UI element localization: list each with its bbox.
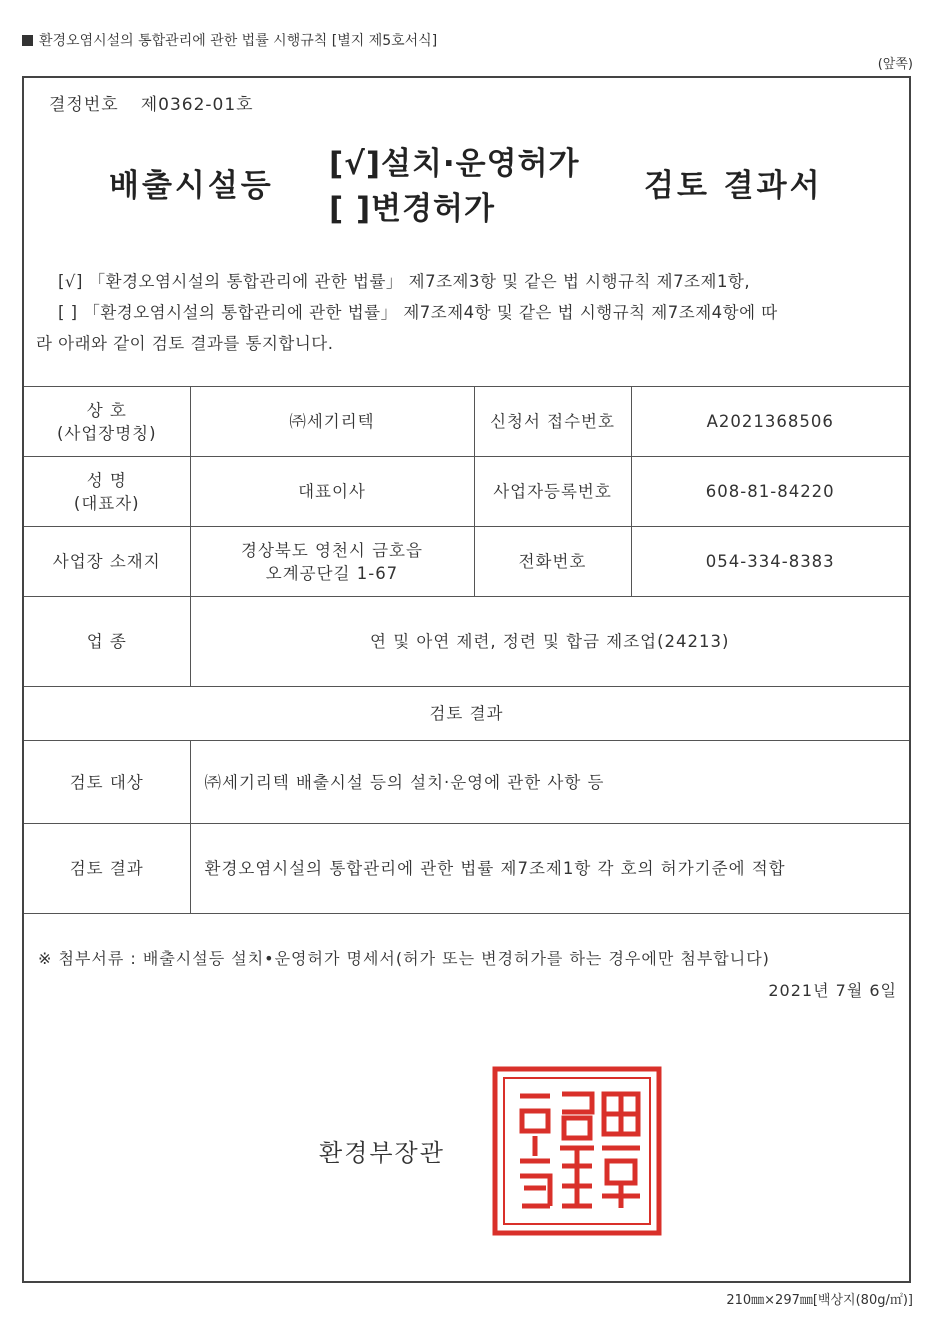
table-row — [24, 741, 909, 824]
label-line: 상 호 — [86, 400, 127, 420]
info-table — [24, 386, 909, 914]
business-name-label — [24, 387, 190, 457]
attachment-note: ※ 첨부서류 : 배출시설등 설치•운영허가 명세서(허가 또는 변경허가를 하는 경우에만 첨부합니다) — [38, 949, 770, 968]
seal-glyph-strokes — [520, 1094, 640, 1208]
receipt-no-value: A2021368506 — [631, 387, 909, 457]
table-row — [24, 387, 909, 457]
business-name-value: ㈜세기리텍 — [190, 387, 474, 457]
phone-label: 전화번호 — [474, 527, 631, 597]
page-side-label: (앞쪽) — [877, 57, 913, 72]
decision-value: 제0362-01호 — [140, 95, 254, 115]
table-row — [24, 824, 909, 914]
law-reference-text: 환경오염시설의 통합관리에 관한 법률 시행규칙 [별지 제5호서식] — [39, 33, 438, 49]
address-line: 경상북도 영천시 금호읍 — [241, 540, 423, 560]
industry-value: 연 및 아연 제련, 정련 및 합금 제조업(24213) — [190, 597, 909, 687]
issue-date: 2021년 7월 6일 — [768, 981, 897, 1000]
title-right: 검토 결과서 — [644, 168, 823, 204]
address-value — [190, 527, 474, 597]
intro-line-1: [√] 「환경오염시설의 통합관리에 관한 법률」 제7조제3항 및 같은 법 시행규칙 제7조제1항, — [58, 272, 751, 291]
label-line: (대표자) — [73, 493, 140, 513]
title-option-change: [ ]변경허가 — [329, 191, 495, 227]
review-result-label: 검토 결과 — [24, 824, 190, 914]
review-result-value: 환경오염시설의 통합관리에 관한 법률 제7조제1항 각 호의 허가기준에 적합 — [190, 824, 909, 914]
label-line: 성 명 — [86, 470, 127, 490]
address-label: 사업장 소재지 — [24, 527, 190, 597]
decision-label: 결정번호 — [49, 95, 119, 115]
intro-paragraph — [36, 266, 906, 359]
name-value: 대표이사 — [190, 457, 474, 527]
decision-number — [49, 90, 276, 115]
table-row — [24, 457, 909, 527]
review-section-title: 검토 결과 — [24, 687, 909, 741]
review-target-value: ㈜세기리텍 배출시설 등의 설치·운영에 관한 사항 등 — [190, 741, 909, 824]
table-row — [24, 687, 909, 741]
intro-line-3: 라 아래와 같이 검토 결과를 통지합니다. — [36, 334, 334, 353]
table-row — [24, 597, 909, 687]
phone-value: 054-334-8383 — [631, 527, 909, 597]
document-frame — [22, 76, 911, 1283]
title-left: 배출시설등 — [109, 168, 274, 204]
industry-label: 업 종 — [24, 597, 190, 687]
reg-no-label: 사업자등록번호 — [474, 457, 631, 527]
paper-spec: 210㎜×297㎜[백상지(80g/㎡)] — [726, 1293, 913, 1308]
review-target-label: 검토 대상 — [24, 741, 190, 824]
intro-line-2: [ ] 「환경오염시설의 통합관리에 관한 법률」 제7조제4항 및 같은 법 시행규칙 제7조제4항에 따 — [58, 303, 778, 322]
name-label — [24, 457, 190, 527]
receipt-no-label: 신청서 접수번호 — [474, 387, 631, 457]
title-option-install: [√]설치·운영허가 — [329, 146, 580, 182]
reg-no-value: 608-81-84220 — [631, 457, 909, 527]
address-line: 오계공단길 1-67 — [265, 563, 399, 583]
issuer-name: 환경부장관 — [319, 1139, 445, 1167]
square-bullet-icon — [22, 35, 33, 46]
label-line: (사업장명칭) — [56, 423, 157, 443]
table-row — [24, 527, 909, 597]
official-seal-icon — [492, 1066, 662, 1236]
law-reference — [22, 30, 437, 50]
